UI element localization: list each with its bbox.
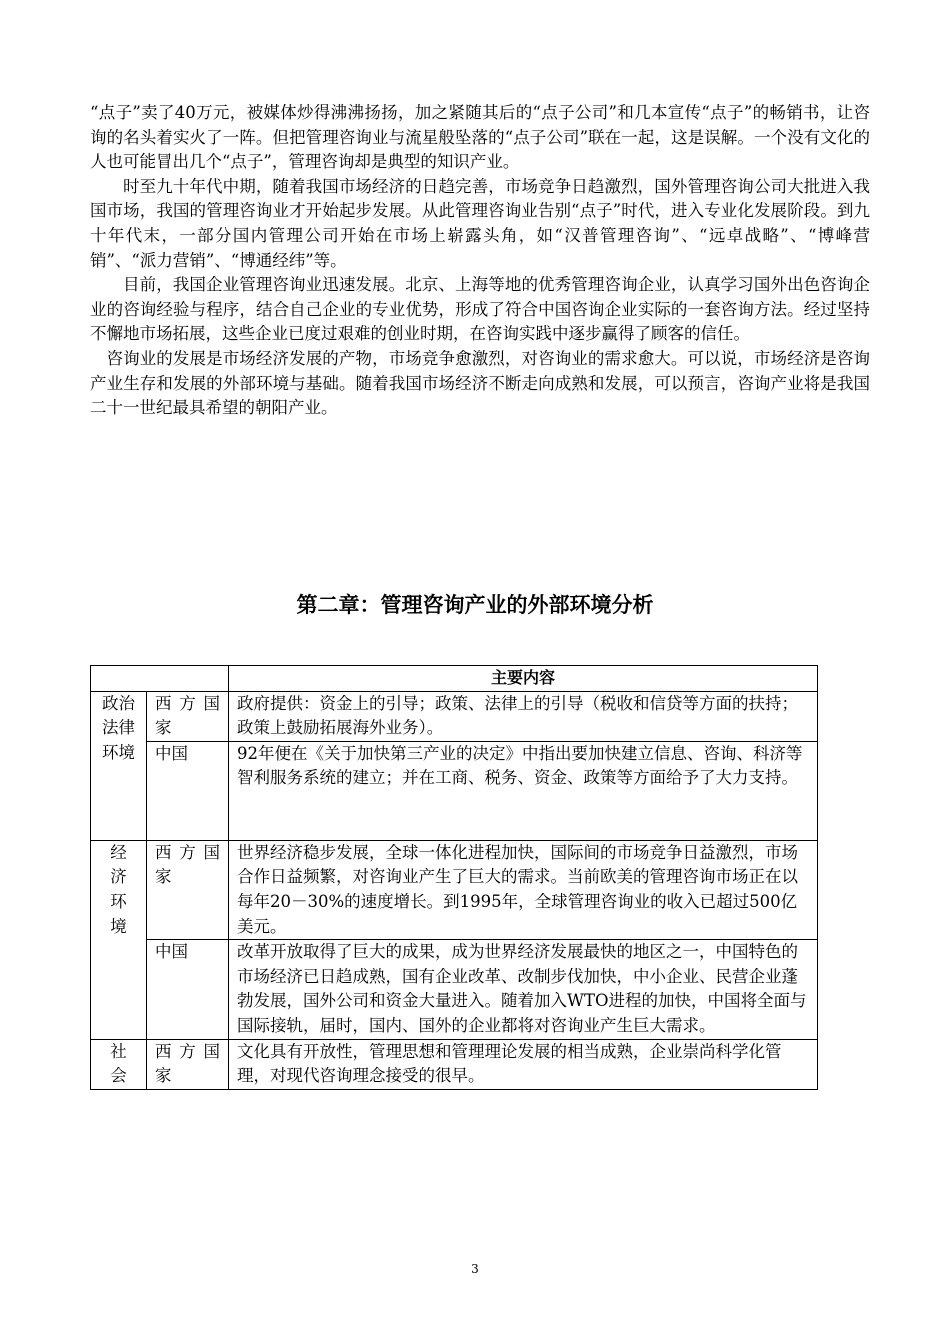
category-cell: 社会	[91, 1039, 147, 1089]
content-cell: 文化具有开放性，管理思想和管理理论发展的相当成熟，企业崇尚科学化管理，对现代咨询理念接受的很早。	[229, 1039, 818, 1089]
paragraph-1: “点子”卖了40万元，被媒体炒得沸沸扬扬，加之紧随其后的“点子公司”和几本宣传“点子”的畅销书，让咨询的名头着实火了一阵。但把管理咨询业与流星般坠落的“点子公司”联在一起，这是误解。一个没有文化的人也可能冒出几个“点子”，管理咨询却是典型的知识产业。	[90, 103, 870, 172]
content-cell: 世界经济稳步发展，全球一体化进程加快，国际间的市场竞争日益激烈，市场合作日益频繁，对咨询业产生了巨大的需求。当前欧美的管理咨询市场正在以每年20－30%的速度增长。到1995年，全球管理咨询业的收入已超过500亿美元。	[229, 840, 818, 939]
table-row	[91, 840, 818, 939]
table-header-row	[91, 666, 818, 692]
content-cell: 改革开放取得了巨大的成果，成为世界经济发展最快的地区之一，中国特色的市场经济已日趋成熟，国有企业改革、改制步伐加快，中小企业、民营企业蓬勃发展，国外公司和资金大量进入。随着加入WTO进程的加快，中国将全面与国际接轨，届时，国内、国外的企业都将对咨询业产生巨大需求。	[229, 940, 818, 1039]
region-cell: 西方国家	[147, 840, 229, 939]
table-header-main-content: 主要内容	[229, 666, 818, 692]
table-row	[91, 691, 818, 741]
table-row	[91, 940, 818, 1039]
content-cell: 92年便在《关于加快第三产业的决定》中指出要加快建立信息、咨询、科济等智利服务系统的建立；并在工商、税务、资金、政策等方面给予了大力支持。	[229, 741, 818, 840]
category-cell: 经济环境	[91, 840, 147, 1039]
paragraph-3: 目前，我国企业管理咨询业迅速发展。北京、上海等地的优秀管理咨询企业，认真学习国外出色咨询企业的咨询经验与程序，结合自己企业的专业优势，形成了符合中国咨询企业实际的一套咨询方法。经过坚持不懈地市场拓展，这些企业已度过艰难的创业时期，在咨询实践中逐步赢得了顾客的信任。	[90, 275, 870, 344]
paragraph-2: 时至九十年代中期，随着我国市场经济的日趋完善，市场竞争日趋激烈，国外管理咨询公司大批进入我国市场，我国的管理咨询业才开始起步发展。从此管理咨询业告别“点子”时代，进入专业化发展阶段。到九十年代末，一部分国内管理公司开始在市场上崭露头角，如“汉普管理咨询”、“远卓战略”、“博峰营销”、“派力营销”、“博通经纬”等。	[90, 176, 870, 270]
table-header-empty-cell	[91, 666, 229, 692]
table-row	[91, 1039, 818, 1089]
paragraph-4: 咨询业的发展是市场经济发展的产物，市场竞争愈激烈，对咨询业的需求愈大。可以说，市场经济是咨询产业生存和发展的外部环境与基础。随着我国市场经济不断走向成熟和发展，可以预言，咨询产业将是我国二十一世纪最具希望的朝阳产业。	[90, 348, 870, 418]
region-cell: 中国	[147, 741, 229, 840]
page-number: 3	[471, 1262, 479, 1276]
table-row	[91, 741, 818, 840]
chapter-title: 第二章：管理咨询产业的外部环境分析	[296, 593, 654, 617]
body-text	[90, 101, 870, 421]
region-cell: 西方国家	[147, 1039, 229, 1089]
region-cell: 西方国家	[147, 691, 229, 741]
category-cell: 政治法律环境	[91, 691, 147, 840]
environment-table	[90, 665, 818, 1090]
region-cell: 中国	[147, 940, 229, 1039]
content-cell: 政府提供：资金上的引导；政策、法律上的引导（税收和信贷等方面的扶持；政策上鼓励拓展海外业务）。	[229, 691, 818, 741]
